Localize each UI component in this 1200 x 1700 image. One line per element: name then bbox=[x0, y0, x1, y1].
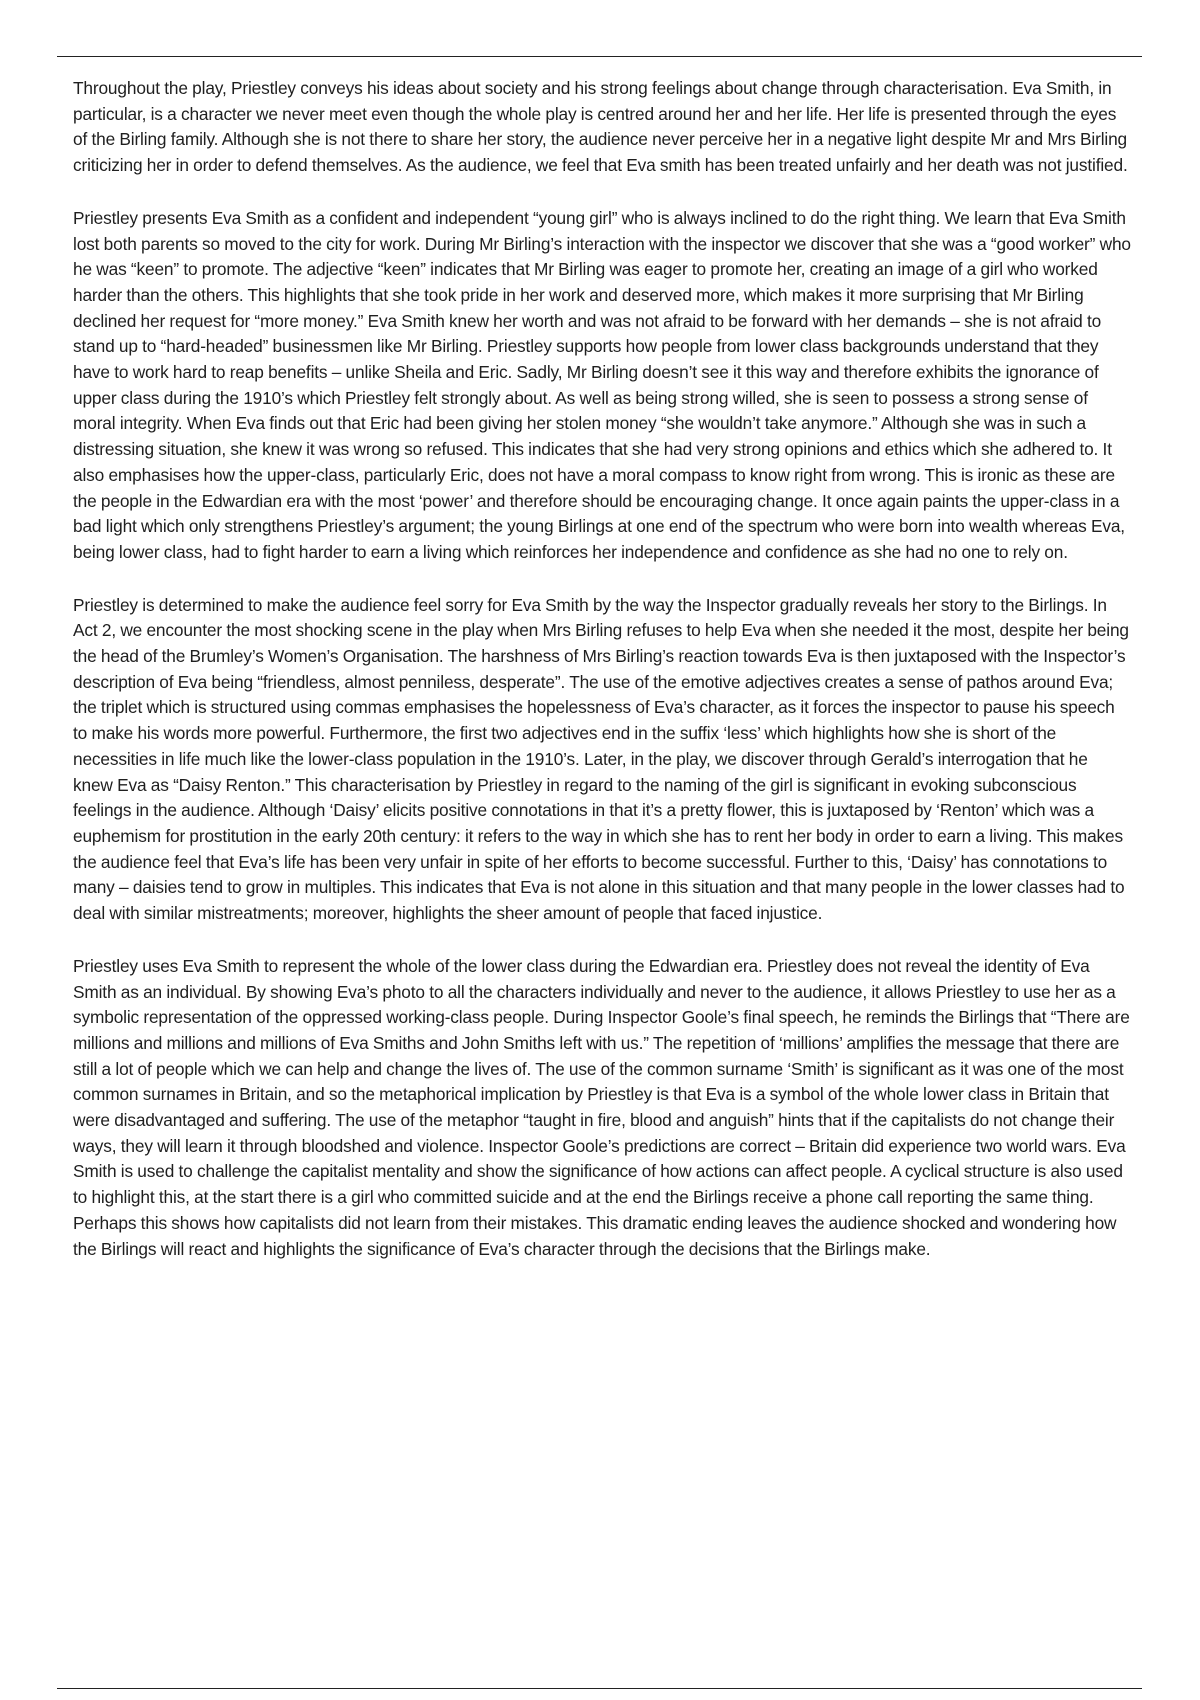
bottom-rule bbox=[57, 1688, 1142, 1689]
essay-body bbox=[73, 76, 1131, 1289]
top-rule bbox=[57, 56, 1142, 57]
paragraph-confident-independent: Priestley presents Eva Smith as a confident and independent “young girl” who is always inclined to do the right thing. We learn that Eva Smith lost both parents so moved to the city for work. During Mr Birling’s interaction with the inspector we discover that she was a “good worker” who he was “keen” to promote. The adjective “keen” indicates that Mr Birling was eager to promote her, creating an image of a girl who worked harder than the others. This highlights that she took pride in her work and deserved more, which makes it more surprising that Mr Birling declined her request for “more money.” Eva Smith knew her worth and was not afraid to be forward with her demands – she is not afraid to stand up to “hard-headed” businessmen like Mr Birling. Priestley supports how people from lower class backgrounds understand that they have to work hard to reap benefits – unlike Sheila and Eric. Sadly, Mr Birling doesn’t see it this way and therefore exhibits the ignorance of upper class during the 1910’s which Priestley felt strongly about. As well as being strong willed, she is seen to possess a strong sense of moral integrity. When Eva finds out that Eric had been giving her stolen money “she wouldn’t take anymore.” Although she was in such a distressing situation, she knew it was wrong so refused. This indicates that she had very strong opinions and ethics which she adhered to. It also emphasises how the upper-class, particularly Eric, does not have a moral compass to know right from wrong. This is ironic as these are the people in the Edwardian era with the most ‘power’ and therefore should be encouraging change. It once again paints the upper-class in a bad light which only strengthens Priestley’s argument; the young Birlings at one end of the spectrum who were born into wealth whereas Eva, being lower class, had to fight harder to earn a living which reinforces her independence and confidence as she had no one to rely on. bbox=[73, 207, 1131, 562]
paragraph-introduction: Throughout the play, Priestley conveys his ideas about society and his strong feelings about change through characterisation. Eva Smith, in particular, is a character we never meet even though the whole play is centred around her and her life. Her life is presented through the eyes of the Birling family. Although she is not there to share her story, the audience never perceive her in a negative light despite Mr and Mrs Birling criticizing her in order to defend themselves. As the audience, we feel that Eva smith has been treated unfairly and her death was not justified. bbox=[73, 78, 1128, 176]
paragraph-lower-class-symbol: Priestley uses Eva Smith to represent the whole of the lower class during the Edwardian era. Priestley does not reveal the identity of Eva Smith as an individual. By showing Eva’s photo to all the characters individually and never to the audience, it allows Priestley to use her as a symbolic representation of the oppressed working-class people. During Inspector Goole’s final speech, he reminds the Birlings that “There are millions and millions and millions of Eva Smiths and John Smiths left with us.” The repetition of ‘millions’ amplifies the message that there are still a lot of people which we can help and change the lives of. The use of the common surname ‘Smith’ is significant as it was one of the most common surnames in Britain, and so the metaphorical implication by Priestley is that Eva is a symbol of the whole lower class in Britain that were disadvantaged and suffering. The use of the metaphor “taught in fire, blood and anguish” hints that if the capitalists do not change their ways, they will learn it through bloodshed and violence. Inspector Goole’s predictions are correct – Britain did experience two world wars. Eva Smith is used to challenge the capitalist mentality and show the significance of how actions can affect people. A cyclical structure is also used to highlight this, at the start there is a girl who committed suicide and at the end the Birlings receive a phone call reporting the same thing. Perhaps this shows how capitalists did not learn from their mistakes. This dramatic ending leaves the audience shocked and wondering how the Birlings will react and highlights the significance of Eva’s character through the decisions that the Birlings make. bbox=[73, 955, 1130, 1259]
paragraph-audience-sympathy: Priestley is determined to make the audience feel sorry for Eva Smith by the way the Inspector gradually reveals her story to the Birlings. In Act 2, we encounter the most shocking scene in the play when Mrs Birling refuses to help Eva when she needed it the most, despite her being the head of the Brumley’s Women’s Organisation. The harshness of Mrs Birling’s reaction towards Eva is then juxtaposed with the Inspector’s description of Eva being “friendless, almost penniless, desperate”. The use of the emotive adjectives creates a sense of pathos around Eva; the triplet which is structured using commas emphasises the hopelessness of Eva’s character, as it forces the inspector to pause his speech to make his words more powerful. Furthermore, the first two adjectives end in the suffix ‘less’ which highlights how she is short of the necessities in life much like the lower-class population in the 1910’s. Later, in the play, we discover through Gerald’s interrogation that he knew Eva as “Daisy Renton.” This characterisation by Priestley in regard to the naming of the girl is significant in evoking subconscious feelings in the audience. Although ‘Daisy’ elicits positive connotations in that it’s a pretty flower, this is juxtaposed by ‘Renton’ which was a euphemism for prostitution in the early 20th century: it refers to the way in which she has to rent her body in order to earn a living. This makes the audience feel that Eva’s life has been very unfair in spite of her efforts to become successful. Further to this, ‘Daisy’ has connotations to many – daisies tend to grow in multiples. This indicates that Eva is not alone in this situation and that many people in the lower classes had to deal with similar mistreatments; moreover, highlights the sheer amount of people that faced injustice. bbox=[73, 594, 1129, 924]
